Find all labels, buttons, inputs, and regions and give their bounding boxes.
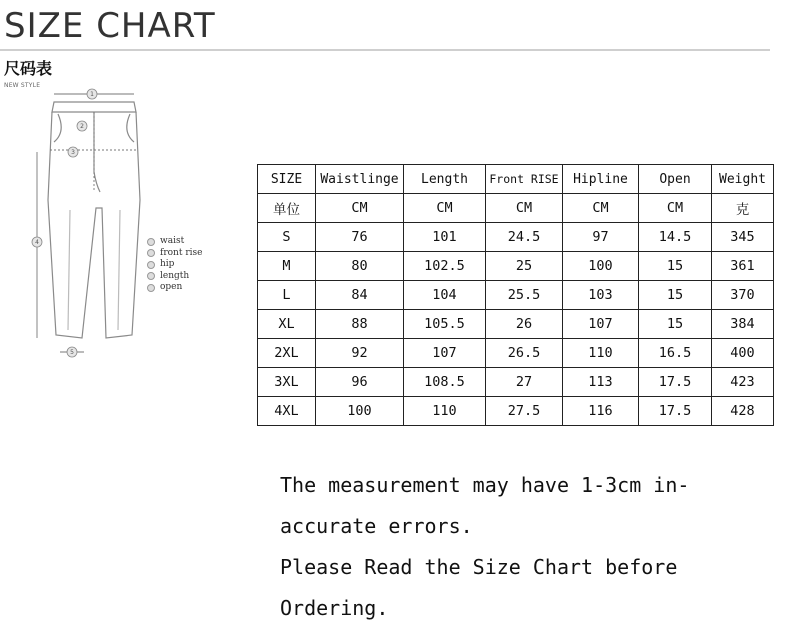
- measurement-legend: [147, 236, 202, 294]
- table-cell: 80: [316, 252, 404, 281]
- table-cell: 15: [639, 310, 712, 339]
- table-cell: 26: [486, 310, 563, 339]
- legend-item-waist: waist: [147, 236, 202, 248]
- table-cell: 361: [712, 252, 774, 281]
- table-row: [258, 339, 774, 368]
- column-header: Length: [404, 165, 486, 194]
- pocket-right: [127, 114, 134, 142]
- fly-line: [94, 112, 100, 192]
- pocket-left: [54, 114, 61, 142]
- table-cell: 97: [563, 223, 639, 252]
- legend-item-front-rise: front rise: [147, 248, 202, 260]
- table-cell: CM: [486, 194, 563, 223]
- note-line: The measurement may have 1-3cm in-: [280, 473, 690, 497]
- table-cell: 26.5: [486, 339, 563, 368]
- table-row: [258, 281, 774, 310]
- table-cell: 16.5: [639, 339, 712, 368]
- table-cell: 428: [712, 397, 774, 426]
- table-cell: CM: [316, 194, 404, 223]
- table-body: [258, 194, 774, 426]
- table-cell: 103: [563, 281, 639, 310]
- table-cell: CM: [404, 194, 486, 223]
- table-cell: 17.5: [639, 368, 712, 397]
- marker-open-label: 5: [70, 349, 74, 356]
- table-cell: S: [258, 223, 316, 252]
- table-row: [258, 397, 774, 426]
- legend-dot-icon: [147, 238, 155, 246]
- page-title: SIZE CHART: [4, 6, 216, 46]
- table-cell: 2XL: [258, 339, 316, 368]
- marker-hip-label: 3: [71, 149, 75, 156]
- table-cell: 92: [316, 339, 404, 368]
- table-cell: 88: [316, 310, 404, 339]
- legend-item-hip: hip: [147, 259, 202, 271]
- table-cell: M: [258, 252, 316, 281]
- table-cell: 100: [316, 397, 404, 426]
- table-cell: 14.5: [639, 223, 712, 252]
- size-table: [257, 164, 774, 426]
- table-cell: 27: [486, 368, 563, 397]
- column-header: Weight: [712, 165, 774, 194]
- table-cell: 423: [712, 368, 774, 397]
- note-line: Ordering.: [280, 596, 389, 620]
- table-cell: CM: [563, 194, 639, 223]
- table-cell: 3XL: [258, 368, 316, 397]
- column-header: Waistlinge: [316, 165, 404, 194]
- table-cell: 克: [712, 194, 774, 223]
- table-cell: 100: [563, 252, 639, 281]
- marker-front-rise-label: 2: [80, 123, 84, 130]
- table-cell: 27.5: [486, 397, 563, 426]
- table-cell: 110: [563, 339, 639, 368]
- table-row: [258, 368, 774, 397]
- table-cell: CM: [639, 194, 712, 223]
- legend-item-open: open: [147, 282, 202, 294]
- title-divider: [0, 49, 770, 51]
- table-cell: 116: [563, 397, 639, 426]
- table-cell: L: [258, 281, 316, 310]
- legend-dot-icon: [147, 272, 155, 280]
- marker-waist-label: 1: [90, 91, 94, 98]
- table-header-row: [258, 165, 774, 194]
- crease-right: [118, 210, 120, 330]
- column-header: Front RISE: [486, 165, 563, 194]
- table-cell: 84: [316, 281, 404, 310]
- table-cell: 单位: [258, 194, 316, 223]
- legend-dot-icon: [147, 249, 155, 257]
- table-cell: 25.5: [486, 281, 563, 310]
- note-line: Please Read the Size Chart before: [280, 555, 678, 579]
- table-cell: 4XL: [258, 397, 316, 426]
- table-cell: 400: [712, 339, 774, 368]
- column-header: Hipline: [563, 165, 639, 194]
- table-cell: 384: [712, 310, 774, 339]
- crease-left: [68, 210, 70, 330]
- legend-dot-icon: [147, 284, 155, 292]
- table-cell: 24.5: [486, 223, 563, 252]
- table-cell: 102.5: [404, 252, 486, 281]
- legend-dot-icon: [147, 261, 155, 269]
- note-line: accurate errors.: [280, 514, 473, 538]
- trousers-diagram: [10, 80, 160, 370]
- measurement-note: [280, 465, 800, 629]
- table-row: [258, 223, 774, 252]
- table-row: [258, 310, 774, 339]
- table-cell: 96: [316, 368, 404, 397]
- table-cell: 110: [404, 397, 486, 426]
- table-cell: 107: [404, 339, 486, 368]
- unit-row: [258, 194, 774, 223]
- table-cell: 17.5: [639, 397, 712, 426]
- table-row: [258, 252, 774, 281]
- marker-length-label: 4: [35, 239, 39, 246]
- table-cell: 105.5: [404, 310, 486, 339]
- table-cell: XL: [258, 310, 316, 339]
- table-cell: 113: [563, 368, 639, 397]
- page-subtitle: 尺码表: [4, 59, 53, 78]
- table-cell: 76: [316, 223, 404, 252]
- table-cell: 101: [404, 223, 486, 252]
- table-cell: 25: [486, 252, 563, 281]
- table-cell: 107: [563, 310, 639, 339]
- table-cell: 108.5: [404, 368, 486, 397]
- waistband-outline: [52, 102, 136, 112]
- table-cell: 370: [712, 281, 774, 310]
- column-header: SIZE: [258, 165, 316, 194]
- table-cell: 15: [639, 281, 712, 310]
- column-header: Open: [639, 165, 712, 194]
- legend-item-length: length: [147, 271, 202, 283]
- table-cell: 345: [712, 223, 774, 252]
- table-cell: 104: [404, 281, 486, 310]
- table-cell: 15: [639, 252, 712, 281]
- style-label: NEW STYLE: [4, 82, 41, 89]
